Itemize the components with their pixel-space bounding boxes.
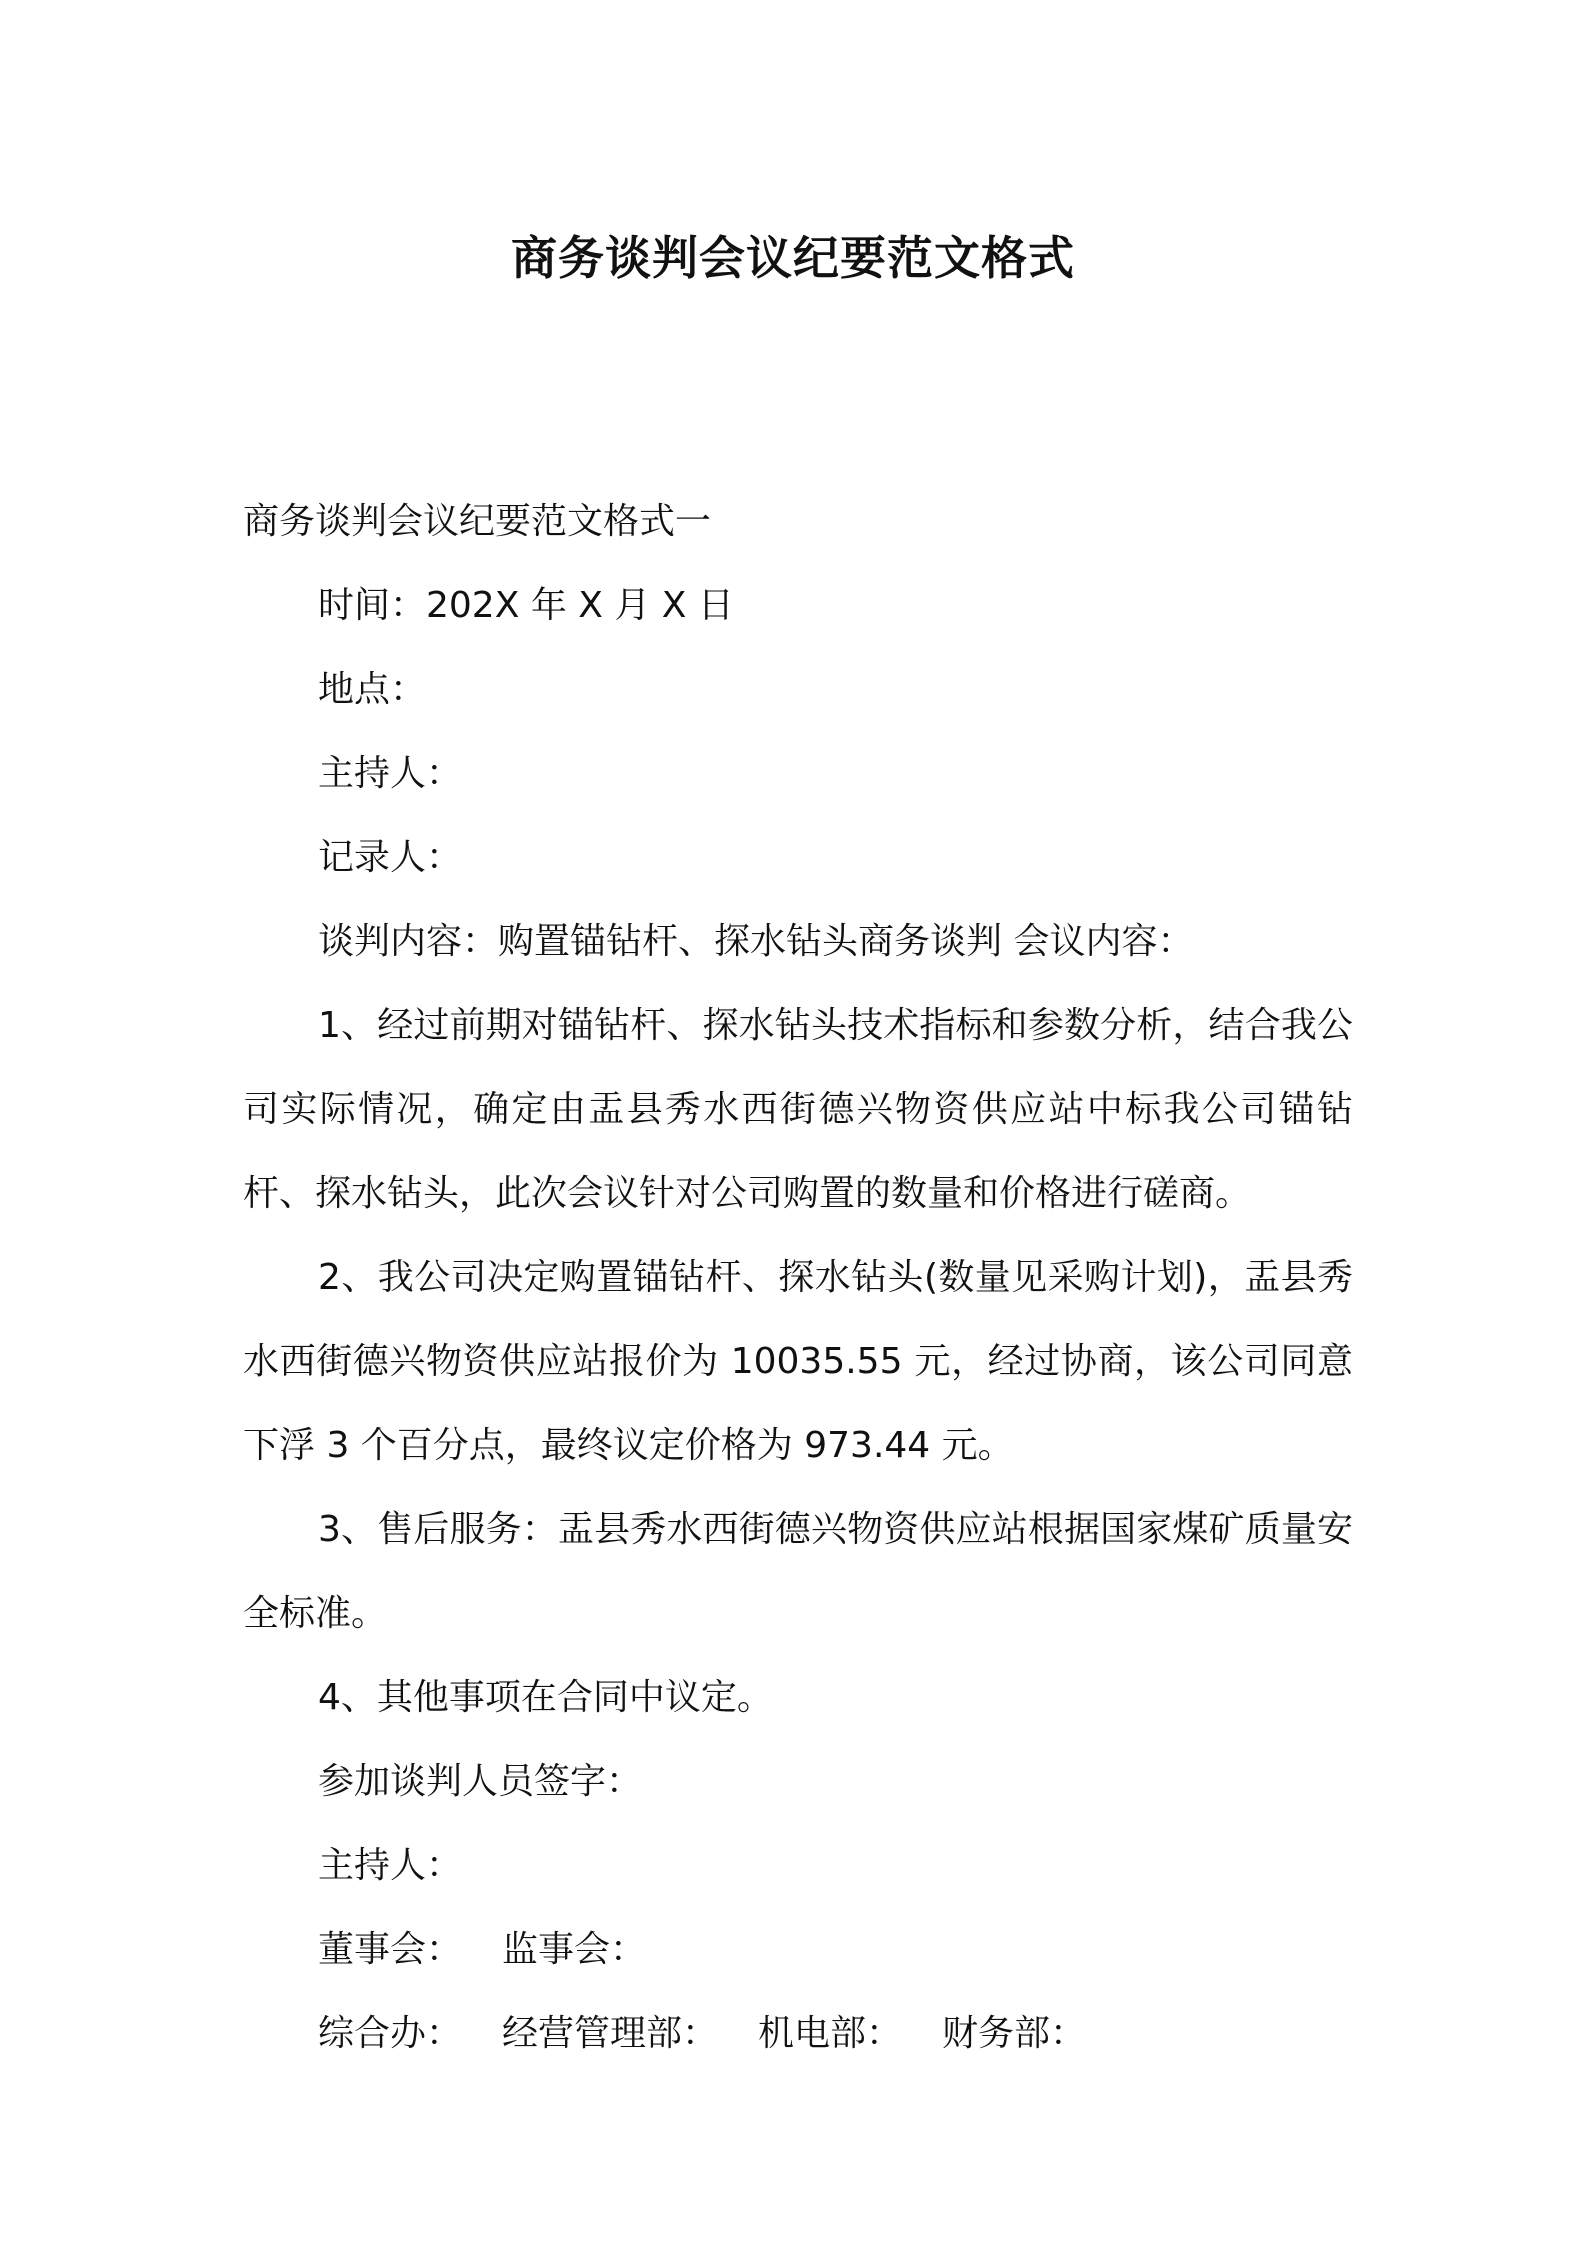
supervisory-label: 监事会： — [502, 1929, 647, 1970]
item-2: 2、我公司决定购置锚钻杆、探水钻头(数量见采购计划)，盂县秀水西街德兴物资供应站报价为 10035.55 元，经过协商，该公司同意下浮 3 个百分点，最终议定价格为 973.44 元。 — [243, 1257, 1353, 1466]
item-1: 1、经过前期对锚钻杆、探水钻头技术指标和参数分析，结合我公司实际情况，确定由盂县秀水西街德兴物资供应站中标我公司锚钻杆、探水钻头，此次会议针对公司购置的数量和价格进行磋商。 — [243, 1005, 1353, 1214]
board-label: 董事会： — [318, 1929, 463, 1970]
mechanical-label: 机电部： — [758, 2013, 903, 2054]
item-4: 4、其他事项在合同中议定。 — [318, 1677, 773, 1718]
section-heading: 商务谈判会议纪要范文格式一 — [243, 501, 712, 542]
operations-label: 经营管理部： — [502, 2013, 719, 2054]
topic-line: 谈判内容：购置锚钻杆、探水钻头商务谈判 会议内容： — [318, 921, 1194, 962]
finance-label: 财务部： — [942, 2013, 1087, 2054]
document-title: 商务谈判会议纪要范文格式 — [511, 231, 1075, 285]
host-line: 主持人： — [318, 753, 463, 794]
document-body — [243, 480, 1353, 2076]
item-3: 3、售后服务：盂县秀水西街德兴物资供应站根据国家煤矿质量安全标准。 — [243, 1509, 1353, 1634]
signature-heading: 参加谈判人员签字： — [318, 1761, 643, 1802]
general-office-label: 综合办： — [318, 2013, 463, 2054]
signature-host: 主持人： — [318, 1845, 463, 1886]
signature-row-2 — [243, 1992, 1353, 2076]
signature-row-1 — [243, 1908, 1353, 1992]
recorder-line: 记录人： — [318, 837, 463, 878]
place-line: 地点： — [318, 669, 427, 710]
time-line: 时间：202X 年 X 月 X 日 — [318, 585, 734, 626]
